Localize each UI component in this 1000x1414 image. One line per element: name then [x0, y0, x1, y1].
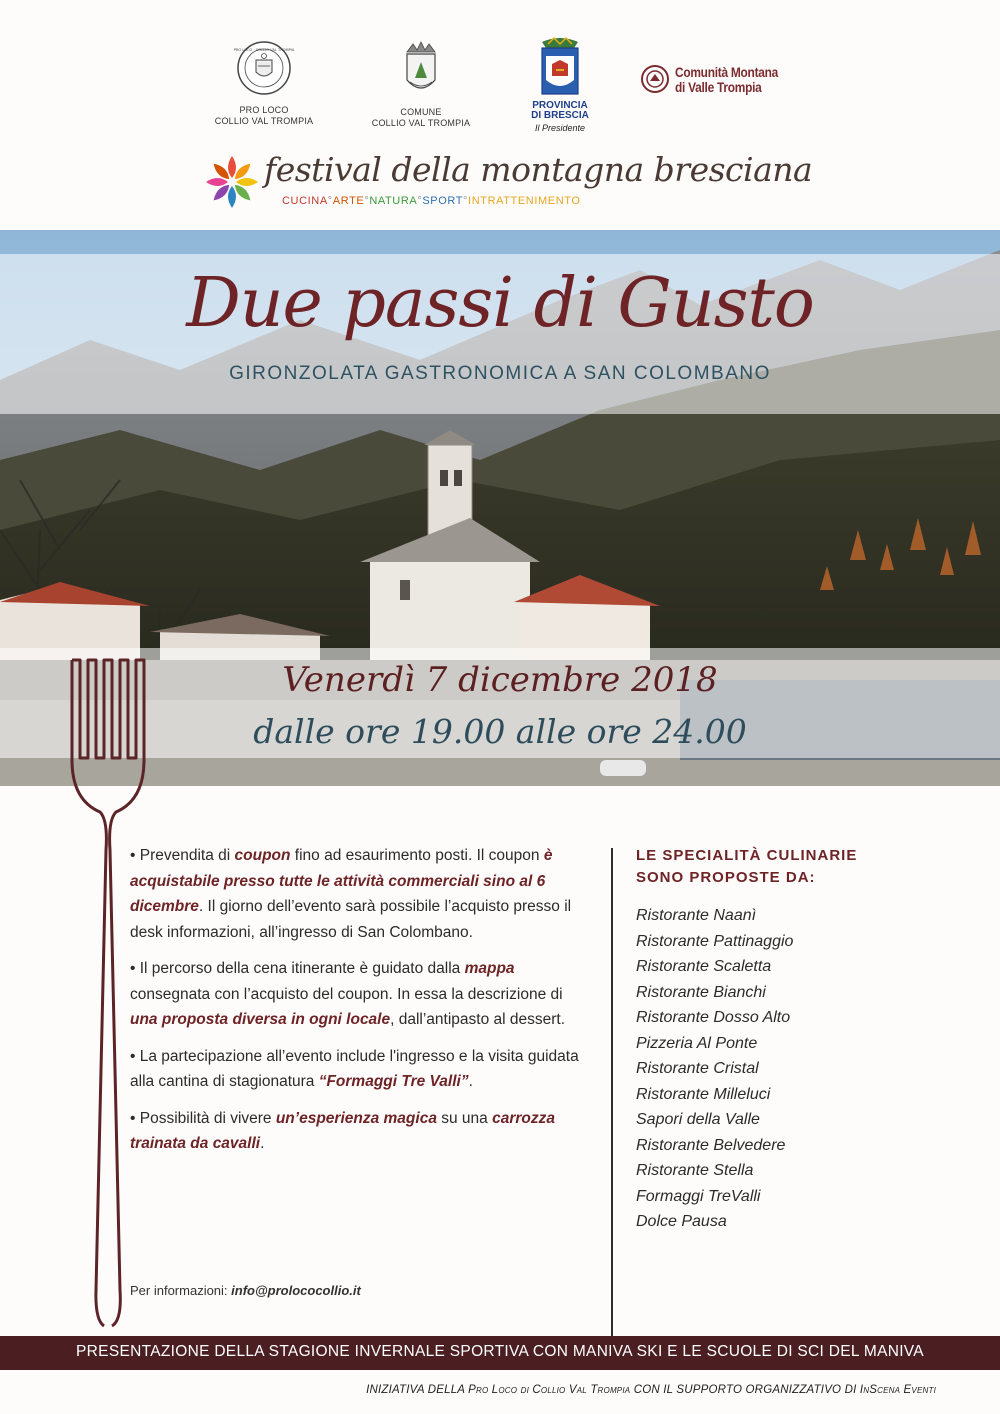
restaurant-item: Formaggi TreValli	[636, 1187, 761, 1205]
text: . Il giorno dell’evento sarà possibile l’acquisto presso il desk informazioni, all’ingresso di San Colombano.	[130, 898, 572, 941]
specialita-heading-line1: LE SPECIALITÀ CULINARIE	[636, 847, 858, 864]
organizer-credit: INIZIATIVA DELLA Pro Loco di Collio Val Trompia CON IL SUPPORTO ORGANIZZATIVO DI InScena Eventi	[366, 1384, 936, 1396]
restaurant-item: Dolce Pausa	[636, 1213, 727, 1230]
proloco-line1: PRO LOCO	[239, 105, 289, 115]
tagline-cucina: CUCINA	[282, 195, 328, 207]
restaurant-list	[636, 903, 793, 1235]
restaurant-item: Sapori della Valle	[636, 1111, 760, 1128]
text: consegnata con l’acquisto del coupon. In essa la descrizione di	[130, 985, 563, 1003]
festival-title: festival della montagna bresciana	[264, 150, 813, 189]
restaurant-item: Pizzeria Al Ponte	[636, 1034, 758, 1052]
event-subtitle: GIRONZOLATA GASTRONOMICA A SAN COLOMBANO	[229, 363, 771, 384]
emphasis: mappa	[464, 960, 515, 977]
provincia-crest-icon	[518, 36, 602, 98]
provincia-line1: PROVINCIA	[532, 100, 588, 111]
event-info	[130, 843, 585, 1168]
text: su una	[436, 1109, 493, 1127]
emphasis: una proposta diversa in ogni locale	[130, 1011, 391, 1028]
emphasis: carrozza trainata da cavalli	[130, 1109, 555, 1152]
svg-text:PRO LOCO · COLLIO VAL TROMPIA: PRO LOCO · COLLIO VAL TROMPIA	[233, 48, 295, 52]
comunita-emblem-icon	[640, 64, 670, 94]
restaurant-item: Ristorante Milleluci	[636, 1085, 771, 1103]
flower-petal	[228, 186, 236, 208]
flower-petal	[206, 178, 228, 186]
contact-email-link[interactable]: info@prolococollio.it	[231, 1283, 361, 1298]
restaurant-item: Ristorante Cristal	[636, 1060, 759, 1077]
info-partecipazione	[130, 1044, 585, 1095]
text: • Prevendita di	[130, 847, 235, 864]
text: , dall’antipasto al dessert.	[390, 1011, 566, 1028]
comunita-line2: di Valle Trompia	[675, 79, 762, 95]
restaurant-item: Ristorante Naanì	[636, 907, 757, 924]
event-title: Due passi di Gusto	[186, 264, 814, 343]
provincia-logo	[518, 36, 602, 134]
text: fino ad esaurimento posti. Il coupon	[290, 847, 544, 864]
event-hours: dalle ore 19.00 alle ore 24.00	[253, 712, 747, 751]
text: • Il percorso della cena itinerante è guidato dalla	[130, 960, 465, 977]
flower-icon	[204, 154, 260, 210]
column-divider	[611, 848, 613, 1336]
contact-info	[130, 1283, 361, 1298]
festival-logo	[204, 150, 813, 212]
emphasis: coupon	[234, 847, 291, 864]
text: .	[468, 1073, 473, 1090]
flower-petal	[228, 156, 236, 178]
festival-tagline	[282, 195, 581, 207]
tagline-separator: °	[364, 195, 370, 207]
provincia-president: Il Presidente	[534, 123, 586, 133]
emphasis: un’esperienza magica	[275, 1109, 437, 1127]
provincia-line2: DI BRESCIA	[531, 110, 589, 121]
footer-banner-text: PRESENTAZIONE DELLA STAGIONE INVERNALE SPORTIVA CON MANIVA SKI E LE SCUOLE DI SCI DEL MANIVA	[76, 1343, 924, 1360]
restaurant-item: Ristorante Dosso Alto	[636, 1009, 791, 1026]
comune-line2: COLLIO VAL TROMPIA	[371, 118, 471, 128]
restaurant-item: Ristorante Belvedere	[636, 1136, 786, 1154]
tagline-separator: °	[327, 195, 333, 207]
info-coupon	[130, 843, 585, 945]
proloco-seal-icon	[208, 36, 320, 102]
tagline-arte: ARTE	[332, 195, 365, 207]
specialita-heading	[636, 845, 896, 889]
tagline-natura: NATURA	[369, 195, 418, 207]
event-date: Venerdì 7 dicembre 2018	[282, 660, 718, 700]
tagline-separator: °	[417, 195, 423, 207]
tagline-intrattenimento: INTRATTENIMENTO	[468, 195, 581, 207]
comune-logo	[365, 38, 477, 129]
comune-line1: COMUNE	[400, 107, 442, 117]
comune-crest-icon	[365, 38, 477, 104]
info-esperienza	[130, 1106, 585, 1157]
comunita-line1: Comunità Montana	[675, 64, 779, 80]
text: • La partecipazione all’evento include l'ingresso e la visita guidata alla cantina di stagionatura	[130, 1047, 579, 1090]
tagline-sport: SPORT	[422, 195, 464, 207]
specialita-heading-line2: SONO PROPOSTE DA:	[636, 869, 816, 886]
restaurant-item: Ristorante Stella	[636, 1162, 754, 1179]
text: • Possibilità di vivere	[130, 1109, 276, 1127]
info-percorso	[130, 956, 585, 1033]
restaurant-item: Ristorante Pattinaggio	[636, 932, 794, 950]
comunita-text	[675, 65, 778, 95]
tagline-separator: °	[463, 195, 469, 207]
proloco-line2: COLLIO VAL TROMPIA	[214, 116, 314, 126]
restaurant-item: Ristorante Scaletta	[636, 958, 772, 975]
flower-petal	[236, 178, 258, 186]
emphasis: “Formaggi Tre Valli”	[318, 1073, 469, 1090]
restaurant-item: Ristorante Bianchi	[636, 983, 766, 1001]
text: .	[260, 1135, 265, 1152]
proloco-logo	[208, 36, 320, 127]
contact-label: Per informazioni:	[130, 1283, 232, 1298]
emphasis: è acquistabile presso tutte le attività commerciali sino al 6 dicembre	[130, 847, 553, 915]
